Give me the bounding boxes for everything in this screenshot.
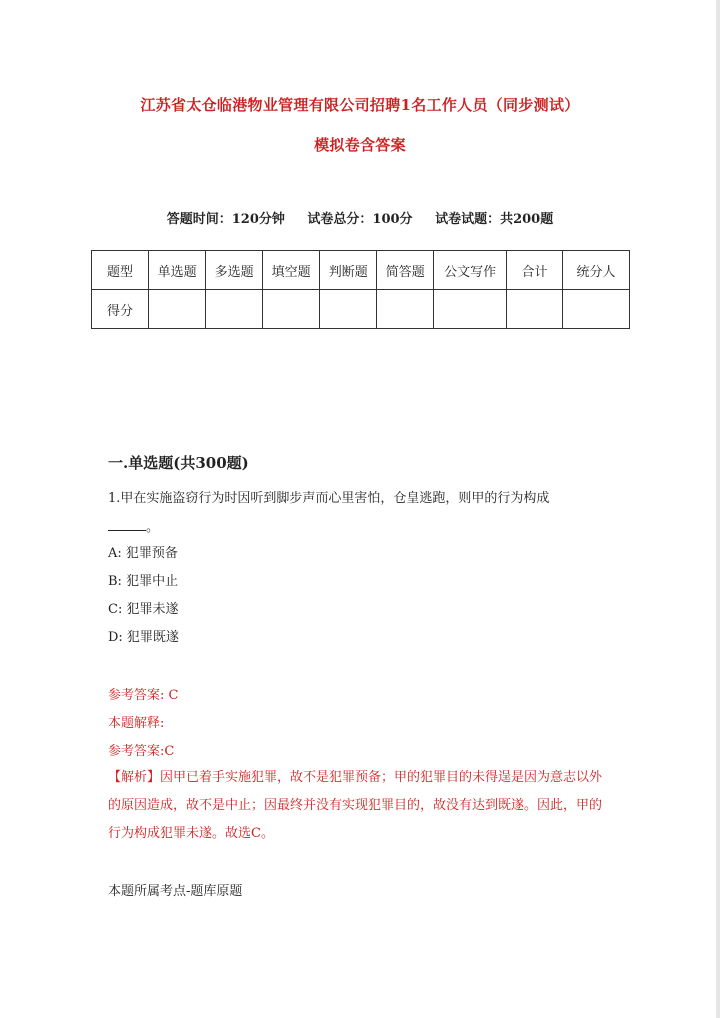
score-cell (434, 290, 507, 329)
score-cell (263, 290, 320, 329)
score-cell (506, 290, 562, 329)
header-cell: 合计 (506, 251, 562, 290)
row-label-cell: 得分 (92, 290, 149, 329)
answer-blank (108, 516, 146, 531)
score-table (91, 250, 630, 329)
header-cell: 多选题 (206, 251, 263, 290)
question-stem-end: 。 (146, 520, 160, 535)
document-subtitle: 模拟卷含答案 (314, 136, 406, 154)
score-cell (377, 290, 434, 329)
header-cell: 单选题 (149, 251, 206, 290)
score-cell (206, 290, 263, 329)
exam-info (0, 208, 720, 227)
option-b: B: 犯罪中止 (108, 574, 179, 589)
question-stem (108, 484, 613, 542)
exam-time: 答题时间：120分钟 (166, 212, 285, 227)
header-cell: 判断题 (320, 251, 377, 290)
option-d: D: 犯罪既遂 (108, 630, 179, 645)
header-cell: 公文写作 (434, 251, 507, 290)
explanation-label: 本题解释: (108, 716, 165, 731)
header-cell: 题型 (92, 251, 149, 290)
score-table-score-row (92, 290, 630, 329)
option-a: A: 犯罪预备 (108, 546, 178, 561)
exam-total-score: 试卷总分：100分 (307, 212, 413, 227)
question-text: 1.甲在实施盗窃行为时因听到脚步声而心里害怕，仓皇逃跑，则甲的行为构成 (108, 491, 550, 506)
score-table-header-row (92, 251, 630, 290)
header-cell: 统分人 (563, 251, 630, 290)
score-cell (149, 290, 206, 329)
document-title: 江苏省太仓临港物业管理有限公司招聘1名工作人员（同步测试） (140, 96, 580, 114)
reference-answer: 参考答案: C (108, 688, 179, 703)
question-source: 本题所属考点-题库原题 (108, 884, 243, 899)
score-cell (320, 290, 377, 329)
analysis-text: 【解析】因甲已着手实施犯罪，故不是犯罪预备；甲的犯罪目的未得逞是因为意志以外的原因造成，故不是中止；因最终并没有实现犯罪目的，故没有达到既遂。因此，甲的行为构成犯罪未遂。故选C。 (108, 770, 603, 841)
reference-answer-repeat: 参考答案:C (108, 744, 175, 759)
header-cell: 简答题 (377, 251, 434, 290)
option-c: C: 犯罪未遂 (108, 602, 179, 617)
section-title: 一.单选题(共300题) (108, 454, 249, 472)
exam-question-count: 试卷试题：共200题 (435, 212, 554, 227)
score-cell (563, 290, 630, 329)
header-cell: 填空题 (263, 251, 320, 290)
